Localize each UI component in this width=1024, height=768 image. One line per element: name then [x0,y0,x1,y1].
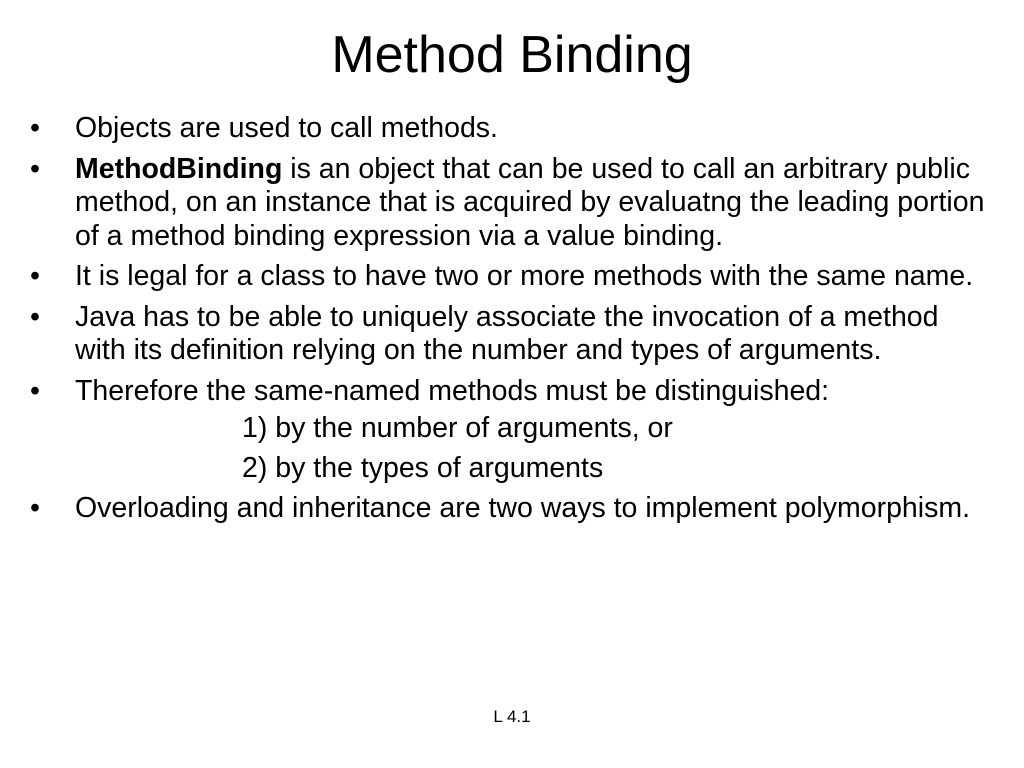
bullet-marker: • [30,112,40,144]
slide-footer: L 4.1 [493,707,531,726]
bullet-item [30,153,990,254]
bullet-marker: • [30,152,40,185]
bullet-text: Overloading and inheritance are two ways to implement polymorphism. [75,492,971,524]
bullet-item [30,492,990,526]
bullet-text: Therefore the same-named methods must be distinguished: [75,374,830,407]
bullet-bold-term: MethodBinding [75,152,283,185]
bullet-list [30,112,990,533]
bullet-item [30,260,990,294]
bullet-marker: • [30,260,40,292]
bullet-text: It is legal for a class to have two or more methods with the same name. [75,260,974,292]
bullet-marker: • [30,374,40,407]
sub-point: 2) by the types of arguments [242,451,604,484]
bullet-marker: • [30,300,40,333]
bullet-item [30,301,990,368]
bullet-text: is an object that can be used to call an arbitrary public method, on an instance that is acquired by evaluatng the leading portion of a method binding expression via a value binding. [75,152,985,252]
bullet-item [30,112,990,146]
sub-point: 1) by the number of arguments, or [242,412,673,444]
bullet-text: Java has to be able to uniquely associate the invocation of a method with its definition relying on the number and types of arguments. [75,300,939,366]
bullet-text: Objects are used to call methods. [75,112,498,144]
slide-title: Method Binding [331,26,693,84]
bullet-marker: • [30,492,40,524]
bullet-item [30,375,990,486]
